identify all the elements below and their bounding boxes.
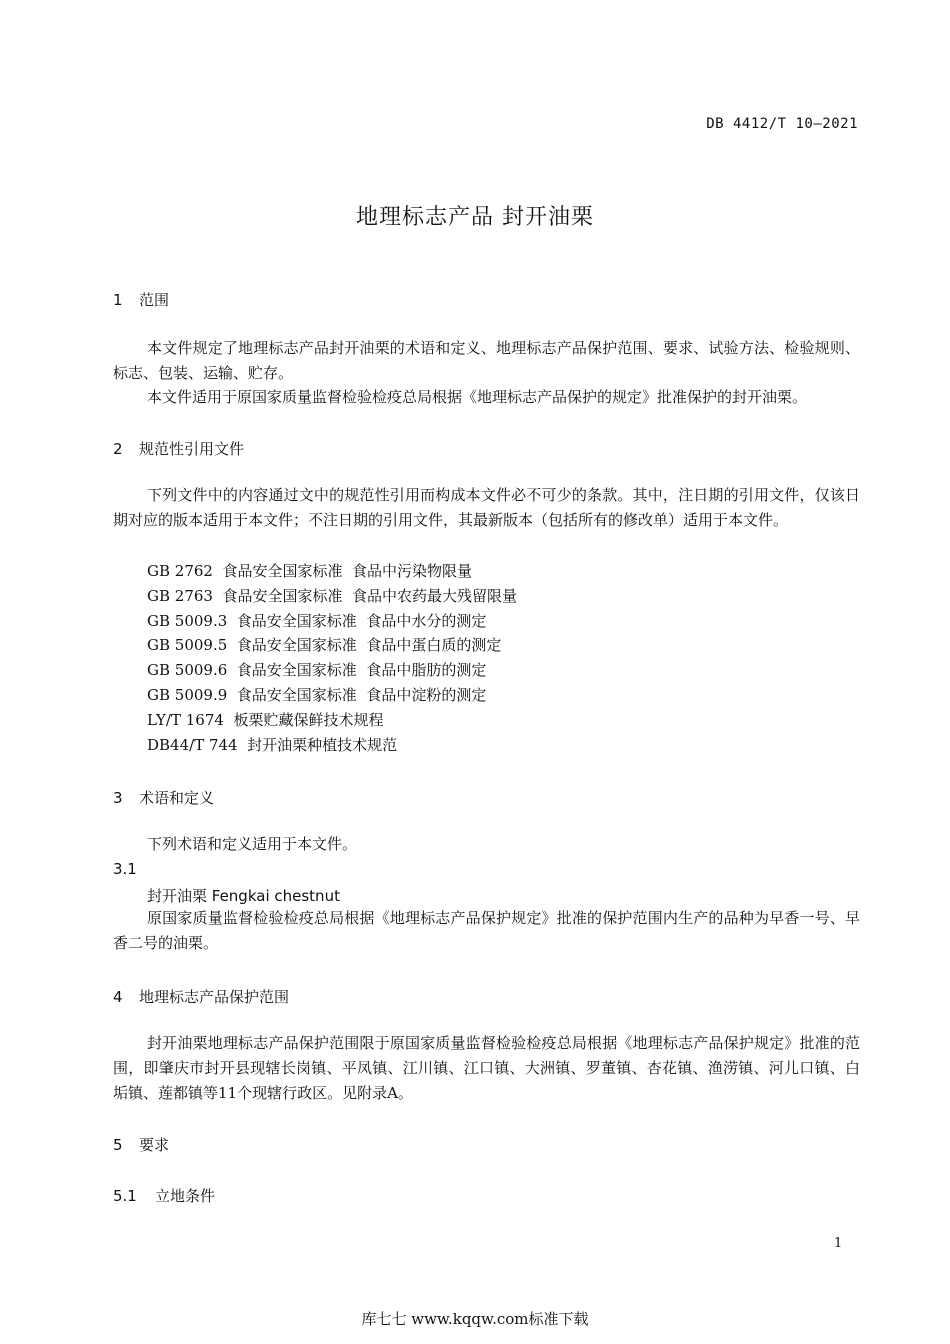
section-title: 规范性引用文件: [139, 440, 245, 458]
reference-item: GB 5009.3 食品安全国家标准 食品中水分的测定: [147, 612, 487, 630]
reference-item: GB 5009.9 食品安全国家标准 食品中淀粉的测定: [147, 686, 487, 704]
reference-item: DB44/T 744 封开油栗种植技术规范: [147, 736, 398, 754]
subsection-5-1-heading: [113, 1185, 215, 1206]
section-title: 术语和定义: [139, 789, 215, 807]
section-number: 4: [113, 988, 123, 1006]
section-3-heading: [113, 787, 214, 808]
paragraph: 封开油栗地理标志产品保护范围限于原国家质量监督检验检疫总局根据《地理标志产品保护规定》批准的范围，即肇庆市封开县现辖长岗镇、平凤镇、江川镇、江口镇、大洲镇、罗董镇、杏花镇、渔涝镇、河儿口镇、白垢镇、莲都镇等11个现辖行政区。见附录A。: [113, 1034, 860, 1102]
reference-item: GB 2762 食品安全国家标准 食品中污染物限量: [147, 562, 473, 580]
page-number: 1: [834, 1236, 843, 1251]
section-number: 3: [113, 789, 123, 807]
term-name: 封开油栗 Fengkai chestnut: [147, 887, 340, 905]
document-title: 地理标志产品 封开油栗: [356, 205, 594, 230]
reference-item: GB 5009.5 食品安全国家标准 食品中蛋白质的测定: [147, 636, 502, 654]
paragraph: 本文件适用于原国家质量监督检验检疫总局根据《地理标志产品保护的规定》批准保护的封开油栗。: [147, 388, 808, 406]
section-title: 范围: [139, 291, 170, 309]
subsection-title: 立地条件: [155, 1187, 216, 1205]
paragraph: 下列文件中的内容通过文中的规范性引用而构成本文件必不可少的条款。其中，注日期的引用文件，仅该日期对应的版本适用于本文件；不注日期的引用文件，其最新版本（包括所有的修改单）适用于本文件。: [113, 486, 860, 529]
reference-item: GB 5009.6 食品安全国家标准 食品中脂肪的测定: [147, 661, 487, 679]
section-number: 5: [113, 1136, 123, 1154]
paragraph: 本文件规定了地理标志产品封开油栗的术语和定义、地理标志产品保护范围、要求、试验方法、检验规则、标志、包装、运输、贮存。: [113, 339, 860, 382]
section-number: 1: [113, 291, 123, 309]
section-title: 要求: [139, 1136, 170, 1154]
section-number: 2: [113, 440, 123, 458]
reference-item: LY/T 1674 板栗贮藏保鲜技术规程: [147, 711, 384, 729]
footer-watermark: 库七七 www.kqqw.com标准下载: [361, 1310, 589, 1328]
section-5-heading: [113, 1134, 169, 1155]
subsection-number: 5.1: [113, 1187, 137, 1205]
section-1-heading: [113, 289, 169, 310]
document-code: DB 4412/T 10—2021: [706, 116, 858, 132]
term-number: 3.1: [113, 860, 137, 878]
term-definition: 原国家质量监督检验检疫总局根据《地理标志产品保护规定》批准的保护范围内生产的品种为早香一号、早香二号的油栗。: [113, 909, 860, 952]
paragraph: 下列术语和定义适用于本文件。: [147, 835, 358, 853]
section-title: 地理标志产品保护范围: [139, 988, 290, 1006]
section-2-heading: [113, 438, 244, 459]
section-4-heading: [113, 986, 289, 1007]
reference-item: GB 2763 食品安全国家标准 食品中农药最大残留限量: [147, 587, 518, 605]
